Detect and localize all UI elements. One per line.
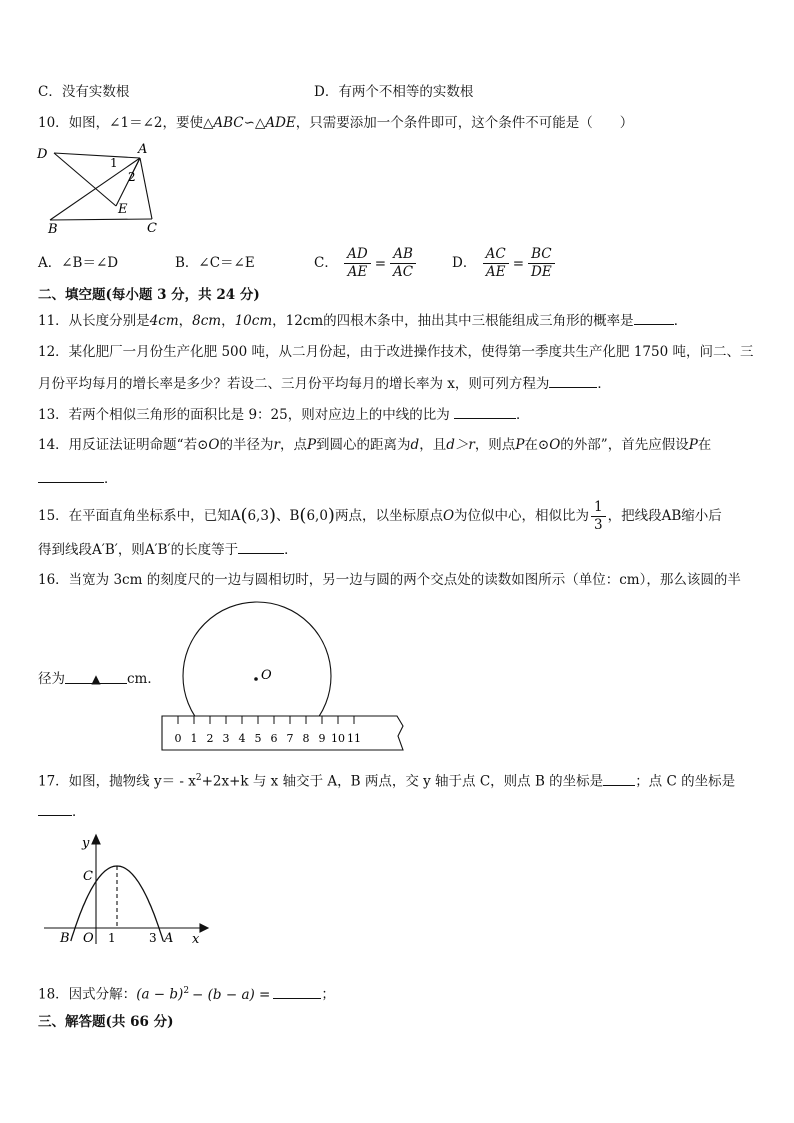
q10-text-a: 如图，∠1＝∠2，要使 xyxy=(68,115,203,131)
q15-answer-blank[interactable] xyxy=(238,539,284,554)
q15-c: 两点，以坐标原点 xyxy=(334,508,443,524)
q16-line1: 16．当宽为 3cm 的刻度尺的一边与圆相切时，另一边与圆的两个交点处的读数如图所示（单位：cm），那么该圆的半 xyxy=(38,572,741,588)
q15-o: O xyxy=(442,508,455,524)
q14-p3: P xyxy=(688,437,698,453)
q14-line1 xyxy=(38,435,711,455)
q10-figure xyxy=(34,140,174,236)
q18-expr1: (a − b) xyxy=(136,986,184,1003)
q14-i: 在 xyxy=(697,437,712,453)
q17-label-y: y xyxy=(82,836,90,851)
q14-p: P xyxy=(306,437,317,453)
q15-point-a: A xyxy=(230,508,241,524)
q13-answer-blank[interactable] xyxy=(454,404,516,419)
q16-line2b: cm． xyxy=(127,671,161,687)
q10-c-num2: AB xyxy=(390,246,416,264)
q11-sep2: ， xyxy=(221,313,235,329)
q15-a: 15．在平面直角坐标系中，已知 xyxy=(38,508,231,524)
q10-d-eq: = xyxy=(512,255,525,272)
section3-heading: 三、解答题(共 66 分) xyxy=(38,1014,174,1030)
q11-b: ，12cm的四根木条中，抽出其中三根能组成三角形的概率是 xyxy=(272,313,634,329)
q15-line2 xyxy=(38,539,298,560)
q14-h: 的外部”，首先应假设 xyxy=(560,437,689,453)
q16-center-label: O xyxy=(261,668,272,683)
q15-apbp2: A′B′ xyxy=(144,542,171,558)
q17-b: +2x+k 与 x 轴交于 A，B 两点，交 y 轴于点 C，则点 B 的坐标是 xyxy=(201,773,604,790)
q10-c-den1: AE xyxy=(347,264,368,280)
q17-c: ；点 C 的坐标是 xyxy=(635,773,736,790)
q17-line2 xyxy=(38,801,86,822)
q17-label-a: A xyxy=(164,931,174,946)
q10-label-b: B xyxy=(48,222,58,236)
q15-d: 为位似中心，相似比为 xyxy=(454,508,590,524)
q14-o: O xyxy=(208,437,220,453)
q15-apbp: A′B′ xyxy=(92,542,118,558)
q9-option-c: C．没有实数根 xyxy=(38,84,130,100)
q15-line2b: ，则 xyxy=(117,542,145,558)
q14-line2 xyxy=(38,468,118,489)
q17-end: ． xyxy=(72,804,86,820)
q16-ruler-body xyxy=(162,716,403,750)
ruler-tick-label: 5 xyxy=(254,732,262,745)
q10-seg-bc xyxy=(50,219,152,220)
q10-text-b: ，只需要添加一个条件即可，这个条件不可能是（ ） xyxy=(295,115,634,131)
q11-v3: 10cm xyxy=(234,313,273,329)
q14-p2: P xyxy=(515,437,525,453)
q16-line2 xyxy=(38,669,161,689)
q12-answer-blank[interactable] xyxy=(549,373,597,388)
q10-option-d xyxy=(452,243,557,284)
q15-coord-a: 6,3 xyxy=(247,508,269,524)
q10-label-c: C xyxy=(147,221,157,236)
q14-o2: O xyxy=(549,437,561,453)
q10-d-den1: AE xyxy=(485,264,506,280)
q14-end: ． xyxy=(104,471,118,487)
q10-seg-da xyxy=(54,153,140,158)
q12-line1: 12．某化肥厂一月份生产化肥 500 吨，从二月份起，由于改进操作技术，使得第一季度共生产化肥 1750 吨，问二、三 xyxy=(38,344,754,360)
ruler-tick-label: 8 xyxy=(302,732,310,745)
q14-e: ，且 xyxy=(419,437,447,453)
q10-c-frac2 xyxy=(390,246,416,281)
q15-point-b: B xyxy=(289,508,300,524)
q17-label-three: 3 xyxy=(149,931,157,945)
q18-answer-blank[interactable] xyxy=(273,984,321,999)
ruler-tick-label: 7 xyxy=(286,732,294,745)
q15-line1 xyxy=(38,496,722,536)
q13 xyxy=(38,404,530,425)
q11-sep1: ， xyxy=(178,313,193,329)
q10-stem xyxy=(38,113,633,133)
q10-label-angle1: 1 xyxy=(110,156,118,170)
q11-end: ． xyxy=(673,313,688,329)
ruler-tick-label: 3 xyxy=(222,732,230,745)
q17-blank-c[interactable] xyxy=(38,801,72,816)
q15-ab: AB xyxy=(661,508,682,524)
q14-c: ，点 xyxy=(279,437,307,453)
q17-label-o: O xyxy=(83,931,94,946)
q10-d-num2: BC xyxy=(528,246,555,264)
ruler-tick-label: 6 xyxy=(270,732,278,745)
q12-end: ． xyxy=(597,376,611,392)
q14-a: 14．用反证法证明命题“若⊙ xyxy=(38,437,209,453)
q10-c-den2: AC xyxy=(393,264,414,280)
q13-end: ． xyxy=(516,407,530,423)
q15-line2a: 得到线段 xyxy=(38,542,92,558)
q15-ratio-den: 3 xyxy=(594,517,603,533)
q15-e: ，把线段 xyxy=(607,508,662,524)
q15-ratio-num: 1 xyxy=(591,499,606,517)
ruler-tick-label: 10 xyxy=(331,732,345,745)
q18-end: ； xyxy=(321,986,335,1003)
q14-answer-blank[interactable] xyxy=(38,468,104,483)
ruler-tick-label: 0 xyxy=(174,732,182,745)
ruler-tick-label: 9 xyxy=(318,732,326,745)
q15-b: 、 xyxy=(275,508,290,524)
q14-g: 在⊙ xyxy=(524,437,550,453)
q15-ratio-frac xyxy=(591,499,606,534)
q10-label-e: E xyxy=(118,202,128,217)
q18-expr2: − (b − a) = xyxy=(192,986,271,1003)
q17-label-x: x xyxy=(192,932,200,947)
q11-a: 11．从长度分别是 xyxy=(38,313,150,329)
q18-sup: 2 xyxy=(183,986,190,996)
q10-d-den2: DE xyxy=(531,264,552,280)
q14-dv: d xyxy=(410,437,420,453)
ruler-tick-label: 2 xyxy=(206,732,214,745)
q10-label-angle2: 2 xyxy=(128,170,136,184)
q17-a: 17．如图，抛物线 y＝ - x xyxy=(38,773,196,790)
q10-similar-triangles: △ABC∽△ADE xyxy=(203,115,296,131)
q16-ruler xyxy=(162,716,403,750)
q10-number-text: 10． xyxy=(38,115,69,131)
ruler-tick-label: 4 xyxy=(238,732,246,745)
q15-coord-b: 6,0 xyxy=(306,508,328,524)
q11-v1: 4cm xyxy=(149,313,179,329)
q14-b: 的半径为 xyxy=(219,437,274,453)
ruler-tick-label: 1 xyxy=(190,732,198,745)
section2-heading: 二、填空题(每小题 3 分，共 24 分) xyxy=(38,287,260,303)
q17-x-arrow xyxy=(200,924,208,932)
q10-d-frac1 xyxy=(483,246,509,281)
q10-option-a: A．∠B＝∠D xyxy=(38,255,119,271)
q14-d: 到圆心的距离为 xyxy=(316,437,411,453)
q13-text: 13．若两个相似三角形的面积比是 9：25，则对应边上的中线的比为 xyxy=(38,407,455,423)
q11 xyxy=(38,310,687,331)
q17-line1 xyxy=(38,768,735,792)
q11-v2: 8cm xyxy=(192,313,222,329)
q10-option-b: B．∠C＝∠E xyxy=(175,255,255,271)
q15-paren-open-b: ( xyxy=(299,505,307,526)
q17-blank-b[interactable] xyxy=(603,771,635,786)
q10-d-num1: AC xyxy=(483,246,509,264)
q15-line2c: 的长度等于 xyxy=(170,542,239,558)
q10-seg-ac xyxy=(140,158,152,219)
q10-option-c xyxy=(314,243,418,284)
q15-paren-close-b: ) xyxy=(327,505,335,526)
ruler-tick-label: 11 xyxy=(347,732,361,745)
q10-c-frac1 xyxy=(344,246,371,281)
q10-option-c-label: C． xyxy=(314,255,338,271)
q11-answer-blank[interactable] xyxy=(634,310,674,325)
q16-figure xyxy=(158,600,410,758)
q14-f: ，则点 xyxy=(474,437,516,453)
q17-figure xyxy=(40,832,210,952)
q10-option-d-label: D． xyxy=(452,255,477,271)
q16-marker-icon: ▲ xyxy=(91,672,101,686)
q10-label-a: A xyxy=(138,142,148,157)
q10-c-num1: AD xyxy=(344,246,371,264)
q17-y-arrow xyxy=(92,835,100,844)
q16-line2a: 径为 xyxy=(38,671,65,687)
q18 xyxy=(38,981,335,1005)
q15-paren-close-a: ) xyxy=(268,505,276,526)
q17-sup: 2 xyxy=(195,773,202,783)
q16-center-dot xyxy=(254,677,258,681)
q16-answer-blank[interactable] xyxy=(65,669,127,684)
q10-label-d: D xyxy=(37,147,48,162)
q15-end: ． xyxy=(284,542,298,558)
q10-c-eq: = xyxy=(374,255,387,272)
q12-line2 xyxy=(38,373,611,394)
q10-d-frac2 xyxy=(528,246,555,281)
q15-f: 缩小后 xyxy=(681,508,722,524)
q17-label-b: B xyxy=(60,931,70,946)
q17-label-c: C xyxy=(83,869,93,884)
q14-cond: d＞r xyxy=(446,437,475,453)
q12-line2-text: 月份平均每月的增长率是多少？若设二、三月份平均每月的增长率为 x，则可列方程为 xyxy=(38,376,550,392)
q17-label-one: 1 xyxy=(108,931,116,945)
q9-option-d: D．有两个不相等的实数根 xyxy=(314,84,474,100)
q18-a: 18．因式分解： xyxy=(38,986,137,1003)
q15-paren-open-a: ( xyxy=(240,505,248,526)
q14-r: r xyxy=(273,437,280,453)
q10-seg-de xyxy=(54,153,116,206)
